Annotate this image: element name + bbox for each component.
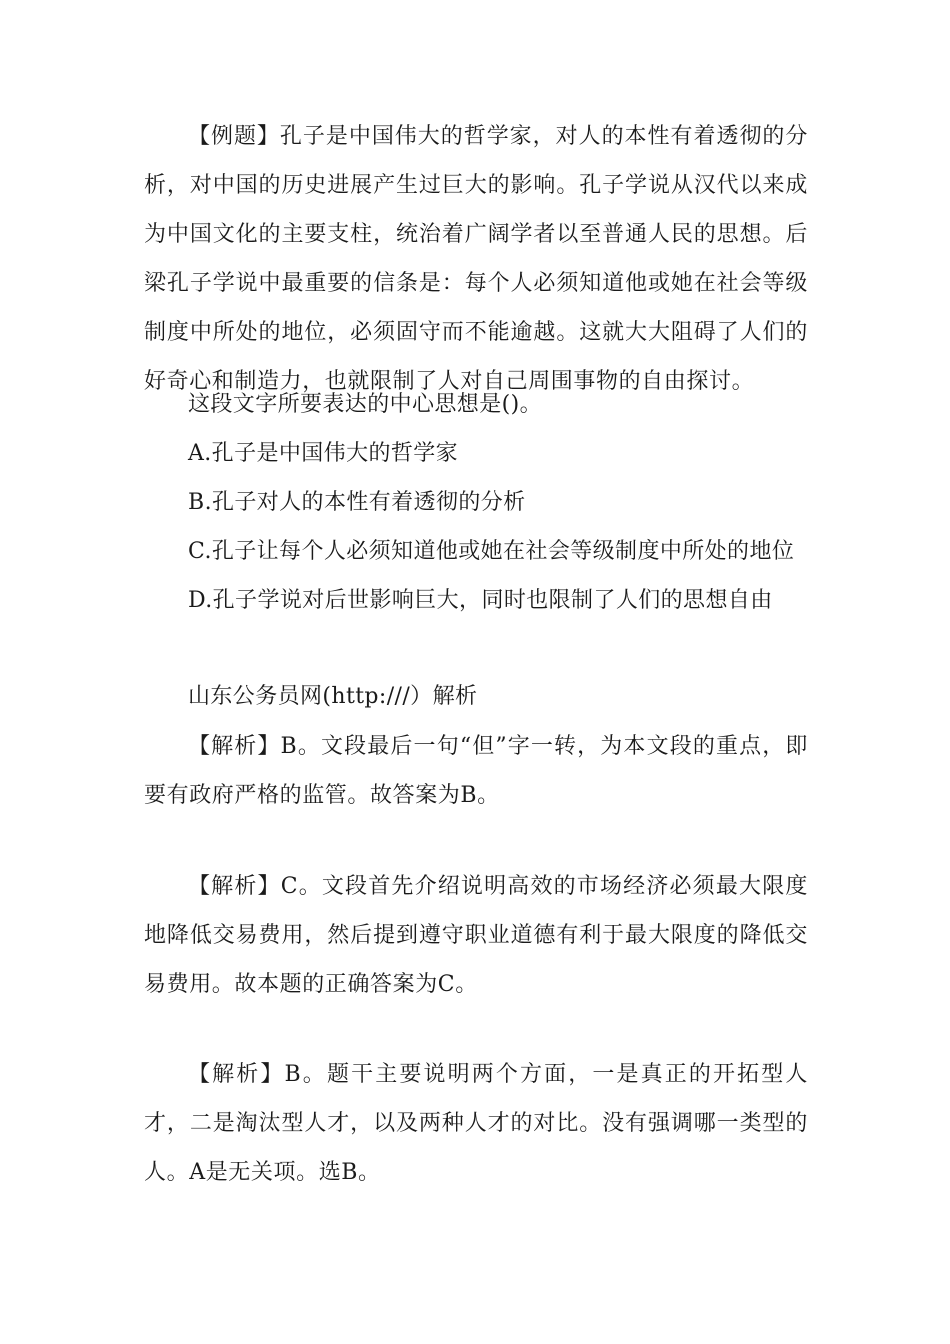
analysis-2: 【解析】C。文段首先介绍说明高效的市场经济必须最大限度地降低交易费用，然后提到遵守职业道德有利于最大限度的降低交易费用。故本题的正确答案为C。 [144, 874, 808, 997]
analysis-3: 【解析】B。题干主要说明两个方面，一是真正的开拓型人才，二是淘汰型人才，以及两种人才的对比。没有强调哪一类型的人。A是无关项。选B。 [144, 1062, 808, 1185]
question-text: 这段文字所要表达的中心思想是()。 [188, 392, 542, 417]
source-line: 山东公务员网(http:///）解析 [188, 684, 478, 709]
option-c: C.孔子让每个人必须知道他或她在社会等级制度中所处的地位 [188, 539, 795, 564]
option-d: D.孔子学说对后世影响巨大，同时也限制了人们的思想自由 [188, 588, 773, 613]
example-paragraph: 【例题】孔子是中国伟大的哲学家，对人的本性有着透彻的分析，对中国的历史进展产生过巨大的影响。孔子学说从汉代以来成为中国文化的主要支柱，统治着广阔学者以至普通人民的思想。后梁孔子学说中最重要的信条是：每个人必须知道他或她在社会等级制度中所处的地位，必须固守而不能逾越。这就大大阻碍了人们的好奇心和制造力，也就限制了人对自己周围事物的自由探讨。 [144, 124, 808, 394]
option-b: B.孔子对人的本性有着透彻的分析 [188, 490, 526, 515]
option-a: A.孔子是中国伟大的哲学家 [188, 441, 459, 466]
analysis-1: 【解析】B。文段最后一句“但”字一转，为本文段的重点，即要有政府严格的监管。故答案为B。 [144, 734, 808, 808]
